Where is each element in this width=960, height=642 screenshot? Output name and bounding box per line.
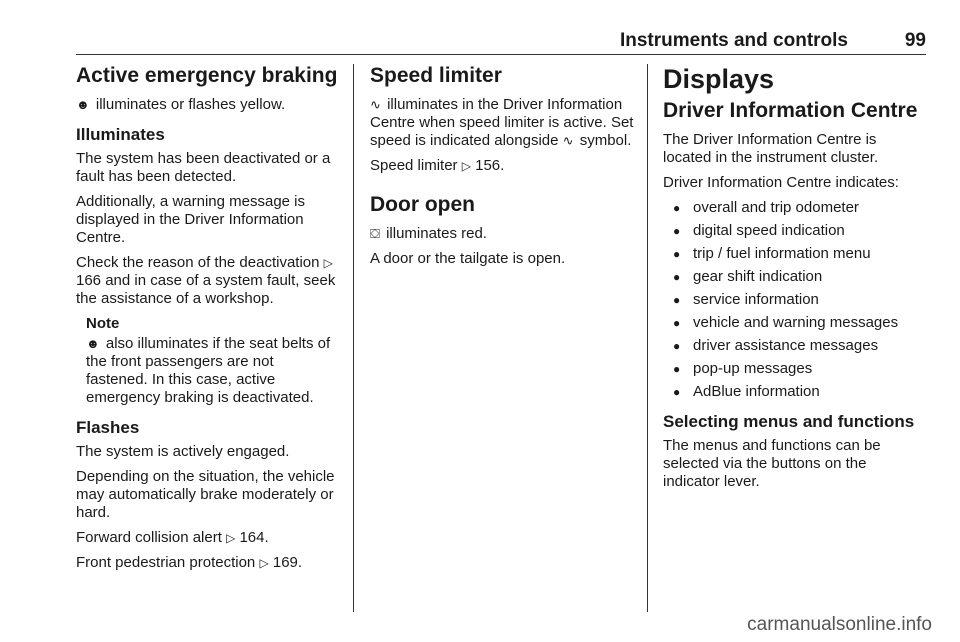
page-reference-arrow-icon: ▷ — [323, 256, 333, 271]
list-item: ● driver assistance messages — [663, 337, 925, 355]
paragraph: Forward collision alert ▷ 164. — [76, 529, 269, 547]
speed-limiter-icon: ∿ — [370, 97, 381, 113]
section-heading-speed-limiter: Speed limiter — [370, 64, 502, 87]
list-item: ● digital speed indication — [663, 222, 925, 240]
list-item: ● overall and trip odometer — [663, 199, 925, 217]
list-item: ● gear shift indication — [663, 268, 925, 286]
page-reference-arrow-icon: ▷ — [461, 159, 471, 174]
list-item: ● AdBlue information — [663, 383, 925, 401]
door-open-icon: ⛋ — [370, 226, 380, 242]
note-box — [86, 315, 338, 407]
column-displays — [663, 64, 925, 498]
paragraph: Check the reason of the deactivation ▷ 166 and in case of a system fault, seek the assistance of a workshop. — [76, 254, 336, 308]
page-reference-link[interactable]: 166 — [76, 272, 102, 290]
emergency-braking-icon: ☻ — [86, 336, 100, 352]
page-reference-link[interactable]: 169. — [272, 554, 303, 572]
page-reference-arrow-icon: ▷ — [259, 556, 269, 571]
subheading-illuminates: Illuminates — [76, 125, 165, 145]
note-text: ☻ also illuminates if the seat belts of the front passengers are not fastened. In this case, active emergency braking is deactivated. — [86, 335, 331, 407]
subheading-selecting-menus: Selecting menus and functions — [663, 412, 915, 432]
chapter-heading-displays: Displays — [663, 64, 775, 94]
paragraph: Driver Information Centre indicates: — [663, 174, 899, 192]
chapter-title: Instruments and controls — [619, 30, 848, 51]
paragraph: Front pedestrian protection ▷ 169. — [76, 554, 303, 572]
paragraph: Depending on the situation, the vehicle may automatically brake moderately or hard. — [76, 468, 335, 522]
list-item: ● pop-up messages — [663, 360, 925, 378]
section-heading-active-emergency-braking: Active emergency braking — [76, 64, 338, 87]
intro-text: ☻ illuminates or flashes yellow. — [76, 96, 286, 114]
page-reference-link[interactable]: 164. — [239, 529, 269, 547]
paragraph: A door or the tailgate is open. — [370, 250, 566, 268]
subheading-flashes: Flashes — [76, 418, 140, 438]
section-heading-door-open: Door open — [370, 193, 475, 217]
paragraph: The system is actively engaged. — [76, 443, 290, 461]
column-active-emergency-braking — [76, 64, 338, 579]
paragraph: Additionally, a warning message is displayed in the Driver Information Centre. — [76, 193, 306, 247]
column-speed-limiter — [370, 64, 636, 275]
paragraph: The menus and functions can be selected via the buttons on the indicator lever. — [663, 437, 881, 491]
emergency-braking-icon: ☻ — [76, 97, 90, 113]
dic-indicator-list — [663, 199, 925, 401]
page-header — [76, 26, 926, 55]
list-item: ● vehicle and warning messages — [663, 314, 925, 332]
watermark: carmanualsonline.info — [747, 614, 932, 635]
paragraph: Speed limiter ▷ 156. — [370, 157, 505, 175]
column-divider-1 — [353, 64, 354, 612]
section-heading-driver-information-centre: Driver Information Centre — [663, 99, 918, 123]
paragraph: ⛋ illuminates red. — [370, 225, 487, 243]
list-item: ● service information — [663, 291, 925, 309]
page-number: 99 — [904, 30, 926, 51]
note-label: Note — [86, 315, 120, 333]
paragraph: The Driver Information Centre is located in the instrument cluster. — [663, 131, 879, 167]
page-reference-arrow-icon: ▷ — [226, 531, 236, 546]
list-item: ● trip / fuel information menu — [663, 245, 925, 263]
paragraph: ∿ illuminates in the Driver Information Centre when speed limiter is active. Set speed is indicated alongside ∿ symbol. — [370, 96, 634, 150]
page-reference-link[interactable]: 156. — [475, 157, 505, 175]
speed-limiter-icon: ∿ — [562, 133, 574, 149]
column-divider-2 — [647, 64, 648, 612]
paragraph: The system has been deactivated or a fault has been detected. — [76, 150, 331, 186]
